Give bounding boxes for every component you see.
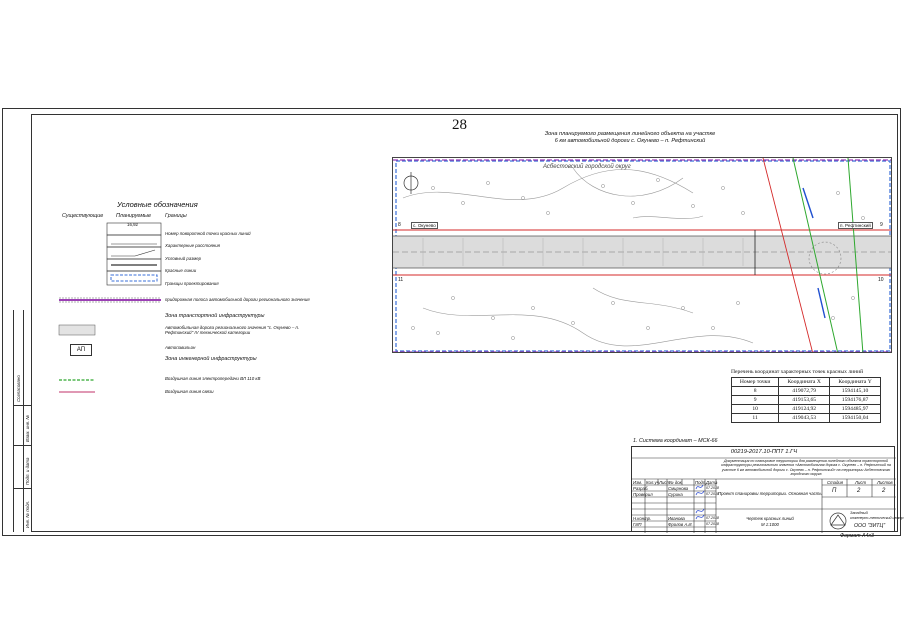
contour-line <box>633 216 703 219</box>
map-label-district: Асбестовский городской округ <box>543 164 631 170</box>
stamp-person: Иванова <box>668 516 685 521</box>
plan-map <box>392 157 892 353</box>
stamp-date: 07.2018 <box>706 522 719 526</box>
legend-scale-dimension: Условный размер <box>165 256 202 261</box>
sheet-format: Формат А4х3 <box>840 533 874 539</box>
side-label: Согласовано <box>16 375 21 402</box>
stamp-person: Смирнова <box>668 486 689 491</box>
legend-col-planned: Планируемые <box>116 213 152 219</box>
stamp-sheet-label: Лист <box>855 480 867 485</box>
map-point-8: 8 <box>398 222 401 228</box>
coords-table <box>731 377 881 423</box>
stamp-col-header: Дата <box>706 480 718 485</box>
stamp-role: Проверил <box>633 492 653 497</box>
table-row: 10 419124,92 1594485,97 <box>732 405 881 414</box>
signatures <box>696 485 704 519</box>
coord-system-note: 1. Система координат – МСК-66 <box>633 438 718 444</box>
legend-transport-zone: Зона транспортной инфраструктуры <box>165 313 265 319</box>
stamp-date: 07.2018 <box>706 486 719 490</box>
map-title: Зона планируемого размещения линейного объекта на участке 6 км автомобильной дороги с. Окунево – п. Рефтинский <box>544 131 716 144</box>
legend-bus-stop: Автопавильон <box>165 345 196 350</box>
stamp-org-line1: Западный <box>850 511 868 515</box>
contour-line <box>573 168 683 196</box>
legend-bus-stop-symbol: АП <box>70 344 92 356</box>
legend-power-line: Воздушная линия электропередачи ВЛ 110 кВ <box>165 376 261 381</box>
stamp-drawing-scale: М 1:1000 <box>761 522 779 527</box>
table-row: 8 419072,79 1594145,10 <box>732 387 881 396</box>
stamp-role: Н.контр. <box>633 516 652 521</box>
legend-symbols <box>55 220 165 400</box>
map-label-right-place: п. Рефтинский <box>840 223 871 228</box>
legend-red-lines: Красные линии <box>165 268 197 273</box>
stamp-stage: П <box>832 488 837 494</box>
stamp-org-line2: инженерно-технический центр <box>850 516 904 520</box>
legend-comm-line: Воздушная линия связи <box>165 389 214 394</box>
coords-header: Координата Y <box>830 378 881 387</box>
legend-characteristic-distances: Характерные расстояния <box>165 243 221 248</box>
stamp-code: 00219-2017.10-ППТ 1.ГЧ <box>730 449 798 455</box>
legend-col-bounds: Границы <box>165 213 187 219</box>
coords-header-row <box>732 378 881 387</box>
stamp-col-header: Лист <box>659 480 671 485</box>
legend-col-existing: Существующие <box>62 213 104 219</box>
stamp-stage-label: Стадия <box>827 480 844 485</box>
legend-distance-value: 16,92 <box>127 222 138 227</box>
stamp-col-header: Изм. <box>633 480 643 485</box>
stamp-description: Документация по планировке территории для размещения линейного объекта транспортной инфраструктуры регионального значения «Автомобильная дорога с. Окунево – п. Рефтинский на участке 6 км автомобильной дороги с. Окунево – п. Рефтинский» на территории Асбестовского городского округа <box>721 459 891 477</box>
blue-marker <box>803 188 813 218</box>
stamp-section: Проект планировки территории. Основная часть <box>718 491 822 496</box>
stamp-person: Фролов А.И. <box>668 522 693 527</box>
legend-planning-boundary: Границы проектирования <box>165 281 219 286</box>
map-point-9: 9 <box>880 222 883 228</box>
coords-header: Координата Х <box>779 378 830 387</box>
stamp-person: Сурина <box>668 492 683 497</box>
stamp-sheets: 2 <box>882 488 886 494</box>
side-label: Инв. № подл. <box>25 500 30 528</box>
map-point-10: 10 <box>878 277 884 283</box>
stamp-org: ООО "ЗИТЦ" <box>854 523 886 529</box>
stamp-date: 07.2018 <box>706 492 719 496</box>
stamp-date: 07.2018 <box>706 516 719 520</box>
legend-engineering-zone: Зона инженерной инфраструктуры <box>165 356 257 362</box>
legend-red-line-point-number: Номер поворотной точки красных линий <box>165 231 251 236</box>
stamp-sheets-label: Листов <box>877 480 893 485</box>
legend-regional-road: Автомобильная дорога регионального значения "с. Окунево – п. Рефтинский" IV технической категории <box>165 325 300 335</box>
stamp-drawing-title: Чертеж красных линий <box>746 516 794 521</box>
page-number: 28 <box>452 117 467 133</box>
table-row: 9 419153,65 1594176,87 <box>732 396 881 405</box>
side-label: Подп. и дата <box>25 457 30 485</box>
map-point-11: 11 <box>398 277 404 283</box>
coords-header: Номер точки <box>732 378 779 387</box>
map-svg <box>393 158 892 353</box>
map-label-left-place: с. Окунево <box>413 223 436 228</box>
coords-caption: Перечень координат характерных точек красных линий <box>731 369 864 375</box>
table-row: 11 419043,53 1594150,04 <box>732 414 881 423</box>
stamp-col-header: Кол.уч. <box>646 480 661 485</box>
stamp-col-header: Подп. <box>695 480 707 485</box>
contour-line <box>593 288 693 313</box>
company-logo-icon <box>830 513 846 529</box>
contour-line <box>423 308 753 346</box>
stamp-role: Разраб. <box>633 486 649 491</box>
legend-road-right-of-way: придорожная полоса автомобильной дороги регионального значения <box>165 297 310 302</box>
stamp-col-header: № док. <box>669 480 683 485</box>
contour-line <box>403 169 693 199</box>
stamp-role: ГИП <box>633 522 642 527</box>
legend-title: Условные обозначения <box>117 200 198 209</box>
stamp-sheet: 2 <box>857 488 861 494</box>
side-approval-strip <box>13 310 31 532</box>
side-label: Взам. инв. № <box>25 414 30 442</box>
title-block <box>631 446 904 532</box>
north-arrow-icon <box>404 172 418 194</box>
